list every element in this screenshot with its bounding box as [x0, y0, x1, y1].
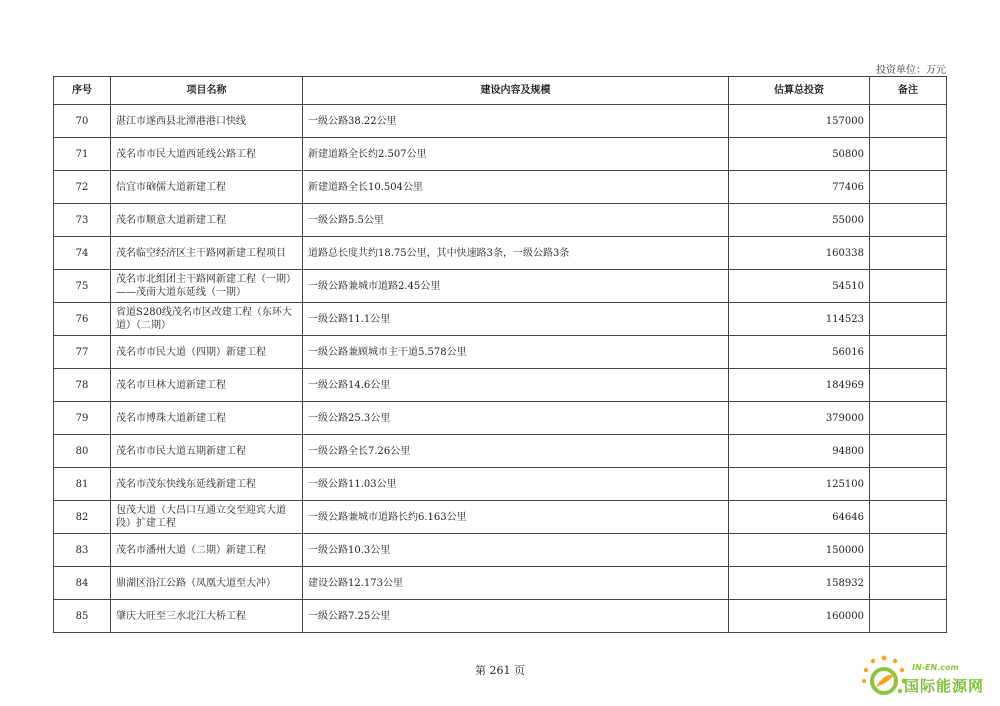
row-investment: 158932: [729, 567, 870, 600]
row-content: 新建道路全长10.504公里: [303, 171, 729, 204]
row-investment: 160338: [729, 237, 870, 270]
row-project-name: 茂名市茂东快线东延线新建工程: [111, 468, 303, 501]
row-investment: 64646: [729, 501, 870, 534]
row-remark: [870, 171, 947, 204]
row-project-name: 包茂大道（大昌口互通立交至迎宾大道段）扩建工程: [111, 501, 303, 534]
row-content: 一级公路兼城市道路2.45公里: [303, 270, 729, 303]
table-body: [54, 105, 947, 633]
row-no: 84: [54, 567, 111, 600]
row-remark: [870, 567, 947, 600]
row-investment: 54510: [729, 270, 870, 303]
row-no: 82: [54, 501, 111, 534]
header-no: 序号: [54, 77, 111, 105]
row-content: 一级公路14.6公里: [303, 369, 729, 402]
table-row: [54, 600, 947, 633]
row-no: 73: [54, 204, 111, 237]
row-project-name: 茂名临空经济区主干路网新建工程项目: [111, 237, 303, 270]
header-name: 项目名称: [111, 77, 303, 105]
row-remark: [870, 435, 947, 468]
row-remark: [870, 402, 947, 435]
row-content: 一级公路38.22公里: [303, 105, 729, 138]
watermark-logo: [860, 651, 1000, 706]
header-remark: 备注: [870, 77, 947, 105]
row-investment: 56016: [729, 336, 870, 369]
row-remark: [870, 138, 947, 171]
table-row: [54, 468, 947, 501]
watermark-en: IN-EN.com: [912, 663, 959, 672]
table-row: [54, 138, 947, 171]
row-remark: [870, 501, 947, 534]
row-no: 81: [54, 468, 111, 501]
row-investment: 114523: [729, 303, 870, 336]
row-project-name: 茂名市市民大道（四期）新建工程: [111, 336, 303, 369]
table-row: [54, 369, 947, 402]
row-no: 77: [54, 336, 111, 369]
row-investment: 150000: [729, 534, 870, 567]
table-row: [54, 270, 947, 303]
header-investment: 估算总投资: [729, 77, 870, 105]
row-investment: 94800: [729, 435, 870, 468]
table-row: [54, 237, 947, 270]
row-remark: [870, 237, 947, 270]
row-project-name: 茂名市市民大道五期新建工程: [111, 435, 303, 468]
row-investment: 184969: [729, 369, 870, 402]
row-no: 79: [54, 402, 111, 435]
row-project-name: 湛江市遂西县北潭港港口快线: [111, 105, 303, 138]
row-investment: 160000: [729, 600, 870, 633]
row-content: 一级公路兼顾城市主干道5.578公里: [303, 336, 729, 369]
row-remark: [870, 336, 947, 369]
row-project-name: 茂名市博珠大道新建工程: [111, 402, 303, 435]
row-no: 70: [54, 105, 111, 138]
row-content: 一级公路25.3公里: [303, 402, 729, 435]
row-content: 一级公路5.5公里: [303, 204, 729, 237]
row-no: 83: [54, 534, 111, 567]
row-project-name: 省道S280线茂名市区改建工程（东环大道）（二期）: [111, 303, 303, 336]
table-row: [54, 534, 947, 567]
row-content: 一级公路11.03公里: [303, 468, 729, 501]
row-content: 一级公路全长7.26公里: [303, 435, 729, 468]
row-investment: 125100: [729, 468, 870, 501]
table-row: [54, 567, 947, 600]
row-investment: 55000: [729, 204, 870, 237]
table-row: [54, 204, 947, 237]
header-content: 建设内容及规模: [303, 77, 729, 105]
row-no: 85: [54, 600, 111, 633]
row-project-name: 茂名市潘州大道（二期）新建工程: [111, 534, 303, 567]
row-project-name: 茂名市市民大道西延线公路工程: [111, 138, 303, 171]
table-row: [54, 402, 947, 435]
row-project-name: 肇庆大旺至三水北江大桥工程: [111, 600, 303, 633]
row-no: 72: [54, 171, 111, 204]
row-remark: [870, 204, 947, 237]
row-project-name: 茂名市旦林大道新建工程: [111, 369, 303, 402]
row-investment: 77406: [729, 171, 870, 204]
row-investment: 157000: [729, 105, 870, 138]
row-content: 新建道路全长约2.507公里: [303, 138, 729, 171]
row-no: 76: [54, 303, 111, 336]
row-remark: [870, 600, 947, 633]
row-remark: [870, 468, 947, 501]
row-no: 75: [54, 270, 111, 303]
row-content: 一级公路10.3公里: [303, 534, 729, 567]
row-content: 一级公路11.1公里: [303, 303, 729, 336]
row-project-name: 茂名市北组团主干路网新建工程（一期）——茂南大道东延线（一期）: [111, 270, 303, 303]
watermark-cn: 国际能源网: [904, 677, 985, 695]
row-investment: 50800: [729, 138, 870, 171]
row-content: 一级公路兼城市道路长约6.163公里: [303, 501, 729, 534]
table-row: [54, 303, 947, 336]
investment-unit-label: 投资单位：万元: [876, 65, 946, 76]
table-header-row: [54, 77, 947, 105]
row-remark: [870, 534, 947, 567]
project-table: [53, 76, 947, 633]
row-project-name: 茂名市顺意大道新建工程: [111, 204, 303, 237]
row-content: 建设公路12.173公里: [303, 567, 729, 600]
row-remark: [870, 369, 947, 402]
row-content: 道路总长度共约18.75公里，其中快速路3条，一级公路3条: [303, 237, 729, 270]
row-investment: 379000: [729, 402, 870, 435]
row-content: 一级公路7.25公里: [303, 600, 729, 633]
row-no: 74: [54, 237, 111, 270]
sun-leaf-icon: [860, 653, 908, 701]
table-row: [54, 336, 947, 369]
row-remark: [870, 105, 947, 138]
table-row: [54, 435, 947, 468]
row-no: 78: [54, 369, 111, 402]
row-remark: [870, 270, 947, 303]
row-project-name: 信宜市硇儒大道新建工程: [111, 171, 303, 204]
row-remark: [870, 303, 947, 336]
page-number: 第 261 页: [475, 664, 525, 677]
table-row: [54, 501, 947, 534]
row-no: 80: [54, 435, 111, 468]
row-project-name: 鼎湖区沿江公路（凤凰大道至大冲）: [111, 567, 303, 600]
table-row: [54, 105, 947, 138]
table-row: [54, 171, 947, 204]
row-no: 71: [54, 138, 111, 171]
